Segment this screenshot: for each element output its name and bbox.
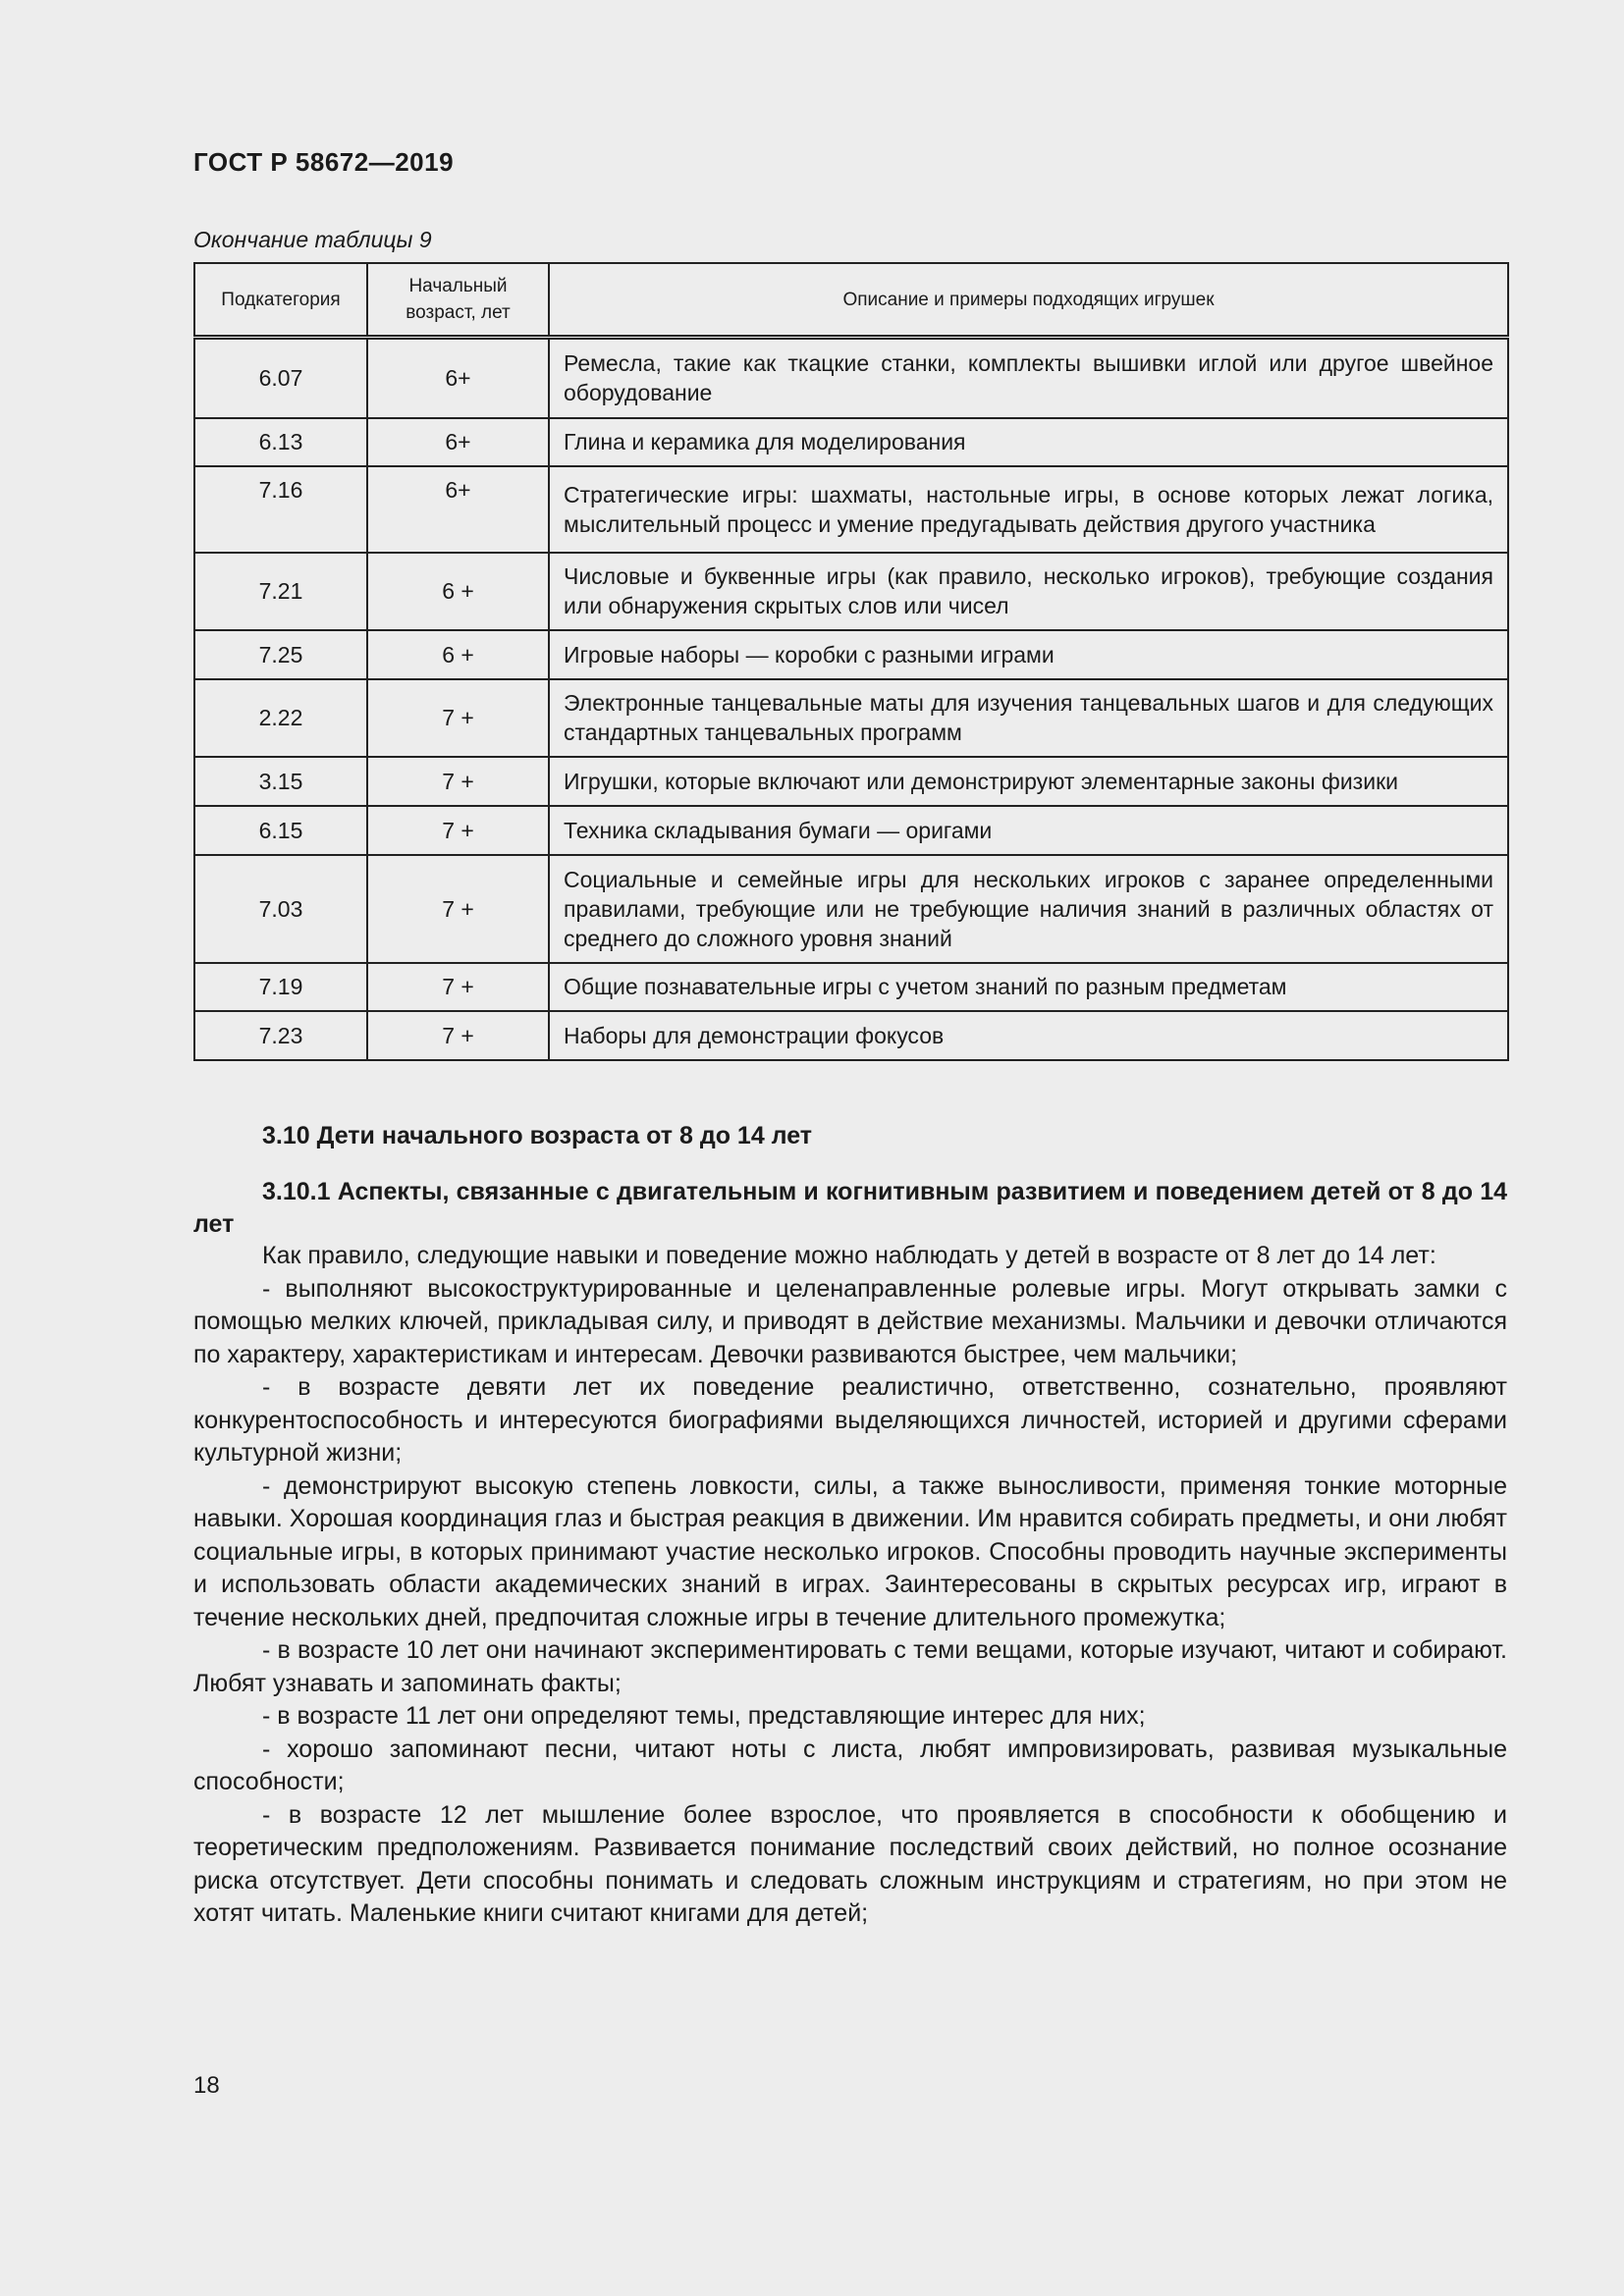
cell-age: 7 + <box>367 806 549 855</box>
cell-age: 6 + <box>367 553 549 630</box>
cell-age: 6 + <box>367 630 549 679</box>
section-title: 3.10 Дети начального возраста от 8 до 14 лет <box>262 1122 813 1149</box>
table-row <box>194 553 1508 630</box>
cell-subcategory: 7.25 <box>194 630 367 679</box>
table-row <box>194 418 1508 466</box>
cell-description: Глина и керамика для моделирования <box>549 418 1508 466</box>
cell-description: Ремесла, такие как ткацкие станки, комплекты вышивки иглой или другое швейное оборудование <box>549 338 1508 418</box>
cell-description: Наборы для демонстрации фокусов <box>549 1011 1508 1060</box>
cell-description: Числовые и буквенные игры (как правило, несколько игроков), требующие создания или обнаружения скрытых слов или чисел <box>549 553 1508 630</box>
column-header-subcategory: Подкатегория <box>194 263 367 338</box>
document-page <box>193 0 1507 2296</box>
cell-age: 7 + <box>367 1011 549 1060</box>
cell-subcategory: 3.15 <box>194 757 367 806</box>
table-header-row <box>194 263 1508 338</box>
toys-table <box>193 262 1509 1061</box>
cell-description: Игровые наборы — коробки с разными играми <box>549 630 1508 679</box>
table-row <box>194 466 1508 553</box>
cell-description: Стратегические игры: шахматы, настольные игры, в основе которых лежат логика, мыслительный процесс и умение предугадывать действия другого участника <box>549 466 1508 553</box>
page-number: 18 <box>193 2072 220 2099</box>
cell-subcategory: 7.19 <box>194 963 367 1011</box>
cell-subcategory: 7.23 <box>194 1011 367 1060</box>
column-header-description: Описание и примеры подходящих игрушек <box>549 263 1508 338</box>
table-caption: Окончание таблицы 9 <box>193 227 432 252</box>
table-row <box>194 757 1508 806</box>
table-row <box>194 338 1508 418</box>
table-row <box>194 806 1508 855</box>
table-row <box>194 1011 1508 1060</box>
table-row <box>194 679 1508 757</box>
cell-age: 7 + <box>367 757 549 806</box>
cell-subcategory: 7.16 <box>194 466 367 553</box>
list-item: - в возрасте девяти лет их поведение реалистично, ответственно, сознательно, проявляют конкурентоспособность и интересуются биографиями выделяющихся личностей, историей и другими сферами культурной жизни; <box>193 1373 1507 1467</box>
list-item: - в возрасте 10 лет они начинают экспериментировать с теми вещами, которые изучают, читают и собирают. Любят узнавать и запоминать факты; <box>193 1636 1507 1697</box>
cell-age: 6+ <box>367 418 549 466</box>
table-row <box>194 963 1508 1011</box>
cell-description: Игрушки, которые включают или демонстрируют элементарные законы физики <box>549 757 1508 806</box>
cell-age: 7 + <box>367 963 549 1011</box>
cell-age: 7 + <box>367 855 549 963</box>
table-row <box>194 630 1508 679</box>
cell-age: 7 + <box>367 679 549 757</box>
cell-description: Общие познавательные игры с учетом знаний по разным предметам <box>549 963 1508 1011</box>
list-item: - в возрасте 11 лет они определяют темы, представляющие интерес для них; <box>262 1702 1146 1730</box>
document-header: ГОСТ Р 58672—2019 <box>193 147 455 177</box>
cell-age: 6+ <box>367 466 549 553</box>
cell-subcategory: 7.21 <box>194 553 367 630</box>
cell-age: 6+ <box>367 338 549 418</box>
cell-description: Электронные танцевальные маты для изучения танцевальных шагов и для следующих стандартных танцевальных программ <box>549 679 1508 757</box>
cell-subcategory: 2.22 <box>194 679 367 757</box>
cell-description: Социальные и семейные игры для нескольких игроков с заранее определенными правилами, требующие или не требующие наличия знаний в различных областях от среднего до сложного уровня знаний <box>549 855 1508 963</box>
cell-subcategory: 6.13 <box>194 418 367 466</box>
list-item: - выполняют высокоструктурированные и целенаправленные ролевые игры. Могут открывать замки с помощью мелких ключей, прикладывая силу, и приводят в действие механизмы. Мальчики и девочки отличаются по характеру, характеристикам и интересам. Девочки развиваются быстрее, чем мальчики; <box>193 1274 1507 1368</box>
subsection-title: 3.10.1 Аспекты, связанные с двигательным и когнитивным развитием и поведением детей от 8 до 14 лет <box>193 1178 1507 1238</box>
paragraph: Как правило, следующие навыки и поведение можно наблюдать у детей в возрасте от 8 лет до 14 лет: <box>262 1242 1436 1269</box>
table-row <box>194 855 1508 963</box>
cell-subcategory: 7.03 <box>194 855 367 963</box>
cell-subcategory: 6.15 <box>194 806 367 855</box>
column-header-age: Начальный возраст, лет <box>367 263 549 338</box>
section-body <box>193 1240 1507 1931</box>
list-item: - хорошо запоминают песни, читают ноты с листа, любят импровизировать, развивая музыкальные способности; <box>193 1735 1507 1795</box>
cell-description: Техника складывания бумаги — оригами <box>549 806 1508 855</box>
list-item: - демонстрируют высокую степень ловкости, силы, а также выносливости, применяя тонкие моторные навыки. Хорошая координация глаз и быстрая реакция в движении. Им нравится собирать предметы, и они любят социальные игры, в которых принимают участие несколько игроков. Способны проводить научные эксперименты и использовать области академических знаний в играх. Заинтересованы в скрытых ресурсах игр, играют в течение нескольких дней, предпочитая сложные игры в течение длительного промежутка; <box>193 1471 1507 1631</box>
list-item: - в возрасте 12 лет мышление более взрослое, что проявляется в способности к обобщению и теоретическим предположениям. Развивается понимание последствий своих действий, но полное осознание риска отсутствует. Дети способны понимать и следовать сложным инструкциям и стратегиям, но при этом не хотят читать. Маленькие книги считают книгами для детей; <box>193 1800 1507 1927</box>
cell-subcategory: 6.07 <box>194 338 367 418</box>
